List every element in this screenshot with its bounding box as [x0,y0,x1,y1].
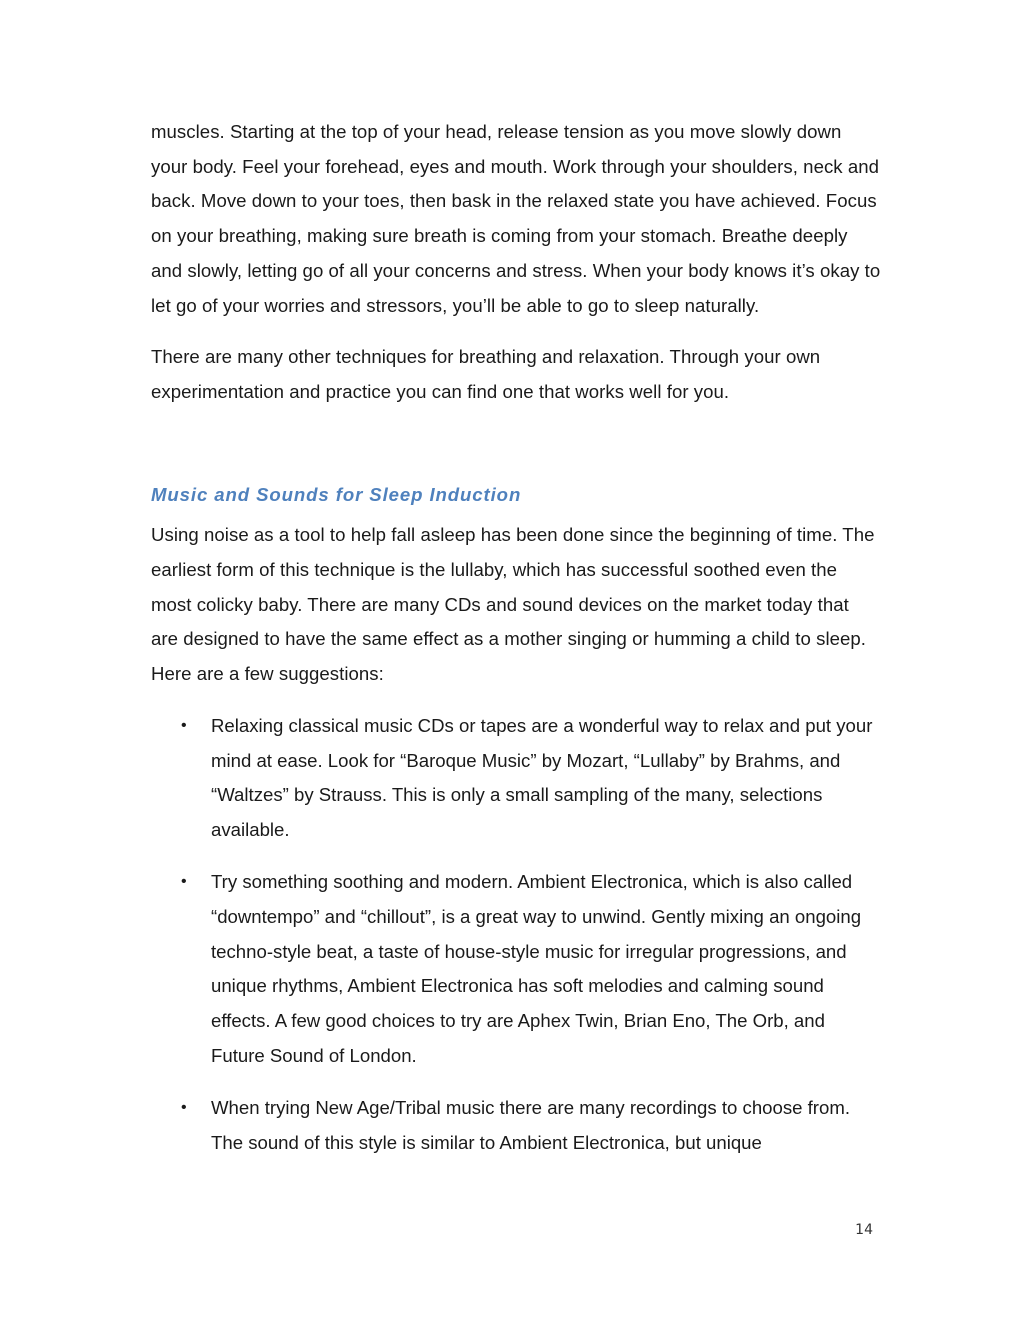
bullet-icon: • [181,716,187,734]
page-number: 14 [855,1222,873,1238]
bullet-icon: • [181,1098,187,1116]
paragraph-other-techniques: There are many other techniques for breathing and relaxation. Through your own experimentation and practice you can find one that works well for you. [151,346,821,402]
list-item [151,1091,881,1160]
list-item-text: Try something soothing and modern. Ambient Electronica, which is also called “downtempo” and “chillout”, is a great way to unwind. Gently mixing an ongoing techno-style beat, a taste of house-style music for irregular progressions, and unique rhythms, Ambient Electronica has soft melodies and calming sound effects. A few good choices to try are Aphex Twin, Brian Eno, The Orb, and Future Sound of London. [211,871,862,1066]
list-item [151,865,881,1073]
section-heading: Music and Sounds for Sleep Induction [151,483,522,505]
suggestion-list [151,709,881,1160]
paragraph-section-intro: Using noise as a tool to help fall asleep has been done since the beginning of time. The earliest form of this technique is the lullaby, which has successful soothed even the most colicky baby. There are many CDs and sound devices on the market today that are designed to have the same effect as a mother singing or humming a child to sleep. Here are a few suggestions: [151,524,875,685]
bullet-icon: • [181,873,187,891]
page-content [151,115,881,1178]
list-item [151,709,881,848]
paragraph-relaxation-steps: muscles. Starting at the top of your head, release tension as you move slowly down your body. Feel your forehead, eyes and mouth. Work through your shoulders, neck and back. Move down to your toes, then bask in the relaxed state you have achieved. Focus on your breathing, making sure breath is coming from your stomach. Breathe deeply and slowly, letting go of all your concerns and stress. When your body knows it’s okay to let go of your worries and stressors, you’ll be able to go to sleep naturally. [151,121,881,316]
list-item-text: Relaxing classical music CDs or tapes are a wonderful way to relax and put your mind at ease. Look for “Baroque Music” by Mozart, “Lullaby” by Brahms, and “Waltzes” by Strauss. This is only a small sampling of the many, selections available. [211,714,873,840]
list-item-text: When trying New Age/Tribal music there are many recordings to choose from. The sound of this style is similar to Ambient Electronica, but unique [211,1096,850,1153]
